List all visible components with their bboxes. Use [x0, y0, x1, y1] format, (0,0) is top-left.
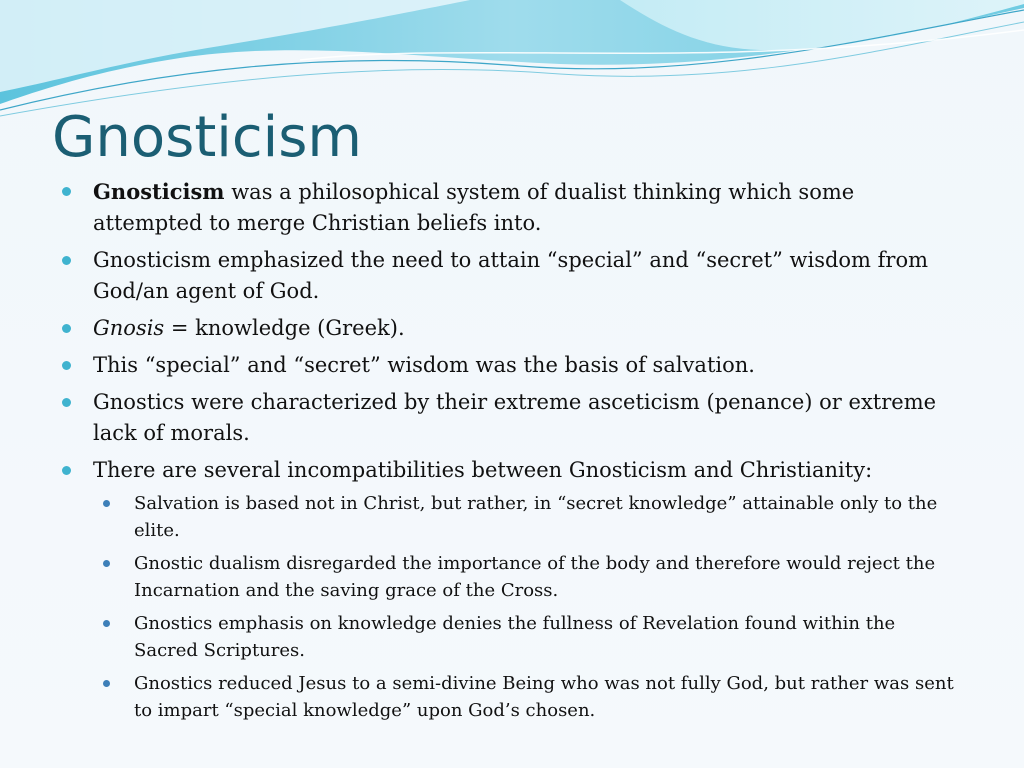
sub-bullet-dot-icon — [103, 680, 110, 687]
sub-bullet-dot-icon — [103, 500, 110, 507]
bullet-item — [62, 387, 962, 449]
bullet-list — [62, 176, 962, 724]
bullet-dot-icon — [62, 187, 71, 196]
sub-bullet-list — [103, 490, 962, 724]
bullet-text: = knowledge (Greek). — [164, 316, 405, 340]
bullet-dot-icon — [62, 398, 71, 407]
bullet-italic-lead: Gnosis — [93, 316, 165, 340]
bullet-text: This “special” and “secret” wisdom was the basis of salvation. — [93, 353, 755, 377]
sub-bullet-item — [103, 490, 962, 544]
bullet-item — [62, 350, 962, 381]
bullet-item — [62, 176, 962, 239]
bullet-item — [62, 245, 962, 307]
bullet-dot-icon — [62, 466, 71, 475]
sub-bullet-text: Salvation is based not in Christ, but rather, in “secret knowledge” attainable only to the elite. — [134, 493, 938, 541]
bullet-text: was a philosophical system of dualist thinking which some attempted to merge Christian beliefs into. — [93, 180, 855, 235]
bullet-dot-icon — [62, 361, 71, 370]
sub-bullet-dot-icon — [103, 560, 110, 567]
slide-body — [62, 176, 962, 730]
sub-bullet-dot-icon — [103, 620, 110, 627]
bullet-text: There are several incompatibilities between Gnosticism and Christianity: — [93, 458, 873, 482]
bullet-item — [62, 455, 962, 724]
slide-title: Gnosticism — [52, 105, 362, 170]
sub-bullet-text: Gnostic dualism disregarded the importance of the body and therefore would reject the Incarnation and the saving grace of the Cross. — [134, 553, 936, 601]
bullet-text: Gnostics were characterized by their extreme asceticism (penance) or extreme lack of morals. — [93, 390, 937, 445]
sub-bullet-item — [103, 670, 962, 724]
sub-bullet-item — [103, 550, 962, 604]
bullet-text: Gnosticism emphasized the need to attain “special” and “secret” wisdom from God/an agent of God. — [93, 248, 929, 303]
bullet-dot-icon — [62, 324, 71, 333]
bullet-bold-lead: Gnosticism — [93, 179, 225, 204]
sub-bullet-text: Gnostics reduced Jesus to a semi-divine Being who was not fully God, but rather was sent to impart “special knowledge” upon God’s chosen. — [134, 673, 954, 721]
sub-bullet-text: Gnostics emphasis on knowledge denies the fullness of Revelation found within the Sacred Scriptures. — [134, 613, 896, 661]
bullet-item — [62, 313, 962, 344]
sub-bullet-item — [103, 610, 962, 664]
bullet-dot-icon — [62, 256, 71, 265]
